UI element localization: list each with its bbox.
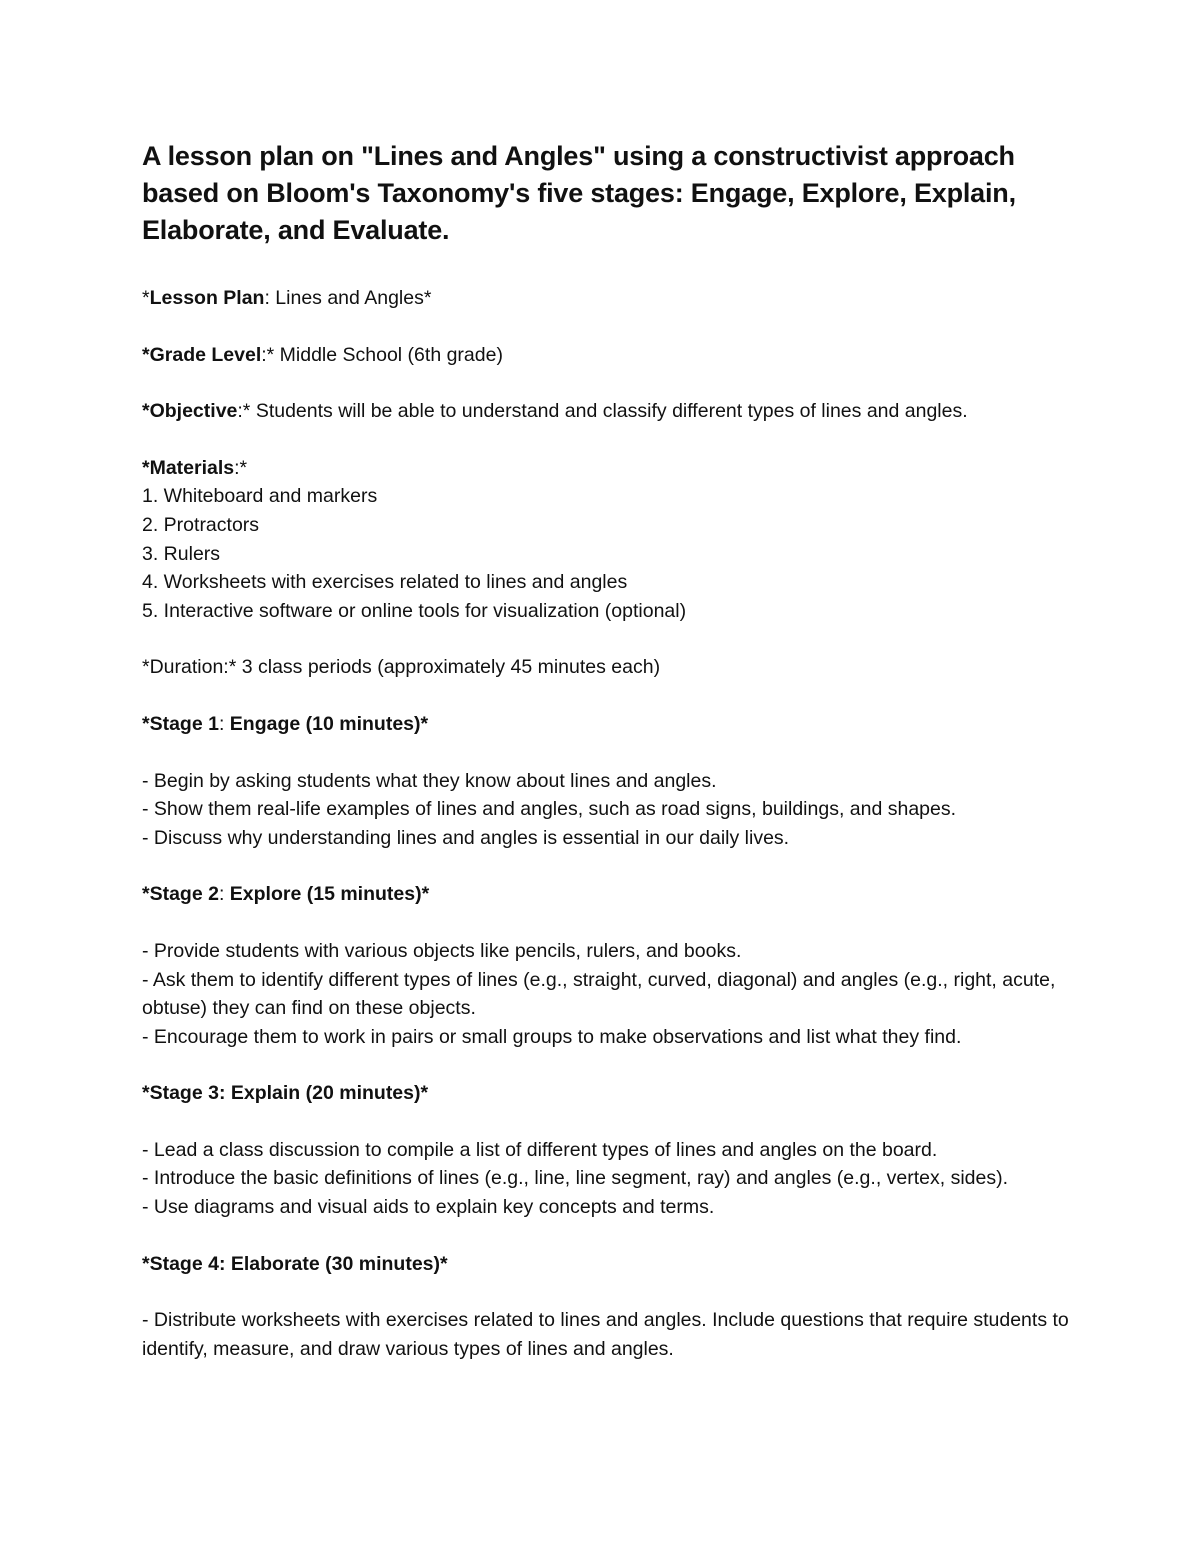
asterisk: * [142, 287, 150, 309]
grade-level-label: Grade Level [149, 343, 262, 366]
bullet-line: - Discuss why understanding lines and angles is essential in our daily lives. [142, 826, 790, 849]
stage-heading-a: *Stage 4: Elaborate (30 minutes)* [142, 1252, 448, 1275]
bullet-line: - Introduce the basic definitions of lines (e.g., line, line segment, ray) and angles (e.g., vertex, sides). [142, 1167, 1009, 1190]
materials-label: Materials [149, 456, 235, 479]
bullet-line: - Distribute worksheets with exercises related to lines and angles. Include questions that require students to identify, measure, and draw various types of lines and angles. [142, 1309, 1069, 1360]
stage-heading [142, 710, 1082, 739]
lesson-plan-value: : Lines and Angles* [264, 287, 432, 309]
asterisk: * [142, 400, 150, 423]
grade-level-value: :* Middle School (6th grade) [261, 343, 503, 366]
bullet-line: - Show them real-life examples of lines and angles, such as road signs, buildings, and shapes. [142, 798, 957, 821]
objective-value: :* Students will be able to understand and classify different types of lines and angles. [237, 400, 968, 423]
objective-line [142, 397, 1082, 426]
objective-label: Objective [149, 400, 238, 423]
document-page [142, 138, 1082, 1363]
stage-heading-sep: : [218, 883, 230, 906]
materials-suffix: :* [234, 456, 248, 479]
stage-heading-b: Engage (10 minutes)* [229, 712, 429, 735]
asterisk: * [142, 456, 150, 479]
bullet-line: - Use diagrams and visual aids to explain key concepts and terms. [142, 1196, 715, 1219]
bullet-line: - Lead a class discussion to compile a list of different types of lines and angles on the board. [142, 1138, 938, 1161]
asterisk: * [142, 343, 150, 366]
stage-heading-b: Explore (15 minutes)* [229, 883, 430, 906]
lesson-plan-label: Lesson Plan [149, 287, 265, 309]
grade-level-line [142, 341, 1082, 370]
bullet-line: - Begin by asking students what they know about lines and angles. [142, 769, 717, 792]
list-item: 2. Protractors [142, 513, 260, 536]
list-item: 3. Rulers [142, 542, 221, 565]
lesson-plan-line [142, 284, 1082, 313]
duration-line: *Duration:* 3 class periods (approximately 45 minutes each) [142, 656, 661, 679]
bullet-line: - Ask them to identify different types of lines (e.g., straight, curved, diagonal) and angles (e.g., right, acute, obtuse) they can find on these objects. [142, 968, 1056, 1020]
stage-heading-a: *Stage 1 [142, 712, 219, 735]
bullet-line: - Provide students with various objects like pencils, rulers, and books. [142, 939, 742, 962]
document-title: A lesson plan on "Lines and Angles" using a constructivist approach based on Bloom's Taxonomy's five stages: Engage, Explore, Explain, Elaborate, and Evaluate. [142, 141, 1016, 245]
stage-heading [142, 1250, 1082, 1279]
stage-heading [142, 880, 1082, 909]
stage-heading-a: *Stage 2 [142, 883, 219, 906]
stage-heading-sep: : [218, 712, 230, 735]
materials-heading [142, 454, 1082, 483]
bullet-line: - Encourage them to work in pairs or small groups to make observations and list what they find. [142, 1025, 962, 1048]
list-item: 5. Interactive software or online tools for visualization (optional) [142, 599, 687, 622]
list-item: 1. Whiteboard and markers [142, 485, 378, 508]
stage-heading [142, 1079, 1082, 1108]
stage-heading-a: *Stage 3: Explain (20 minutes)* [142, 1082, 429, 1105]
list-item: 4. Worksheets with exercises related to lines and angles [142, 571, 628, 594]
